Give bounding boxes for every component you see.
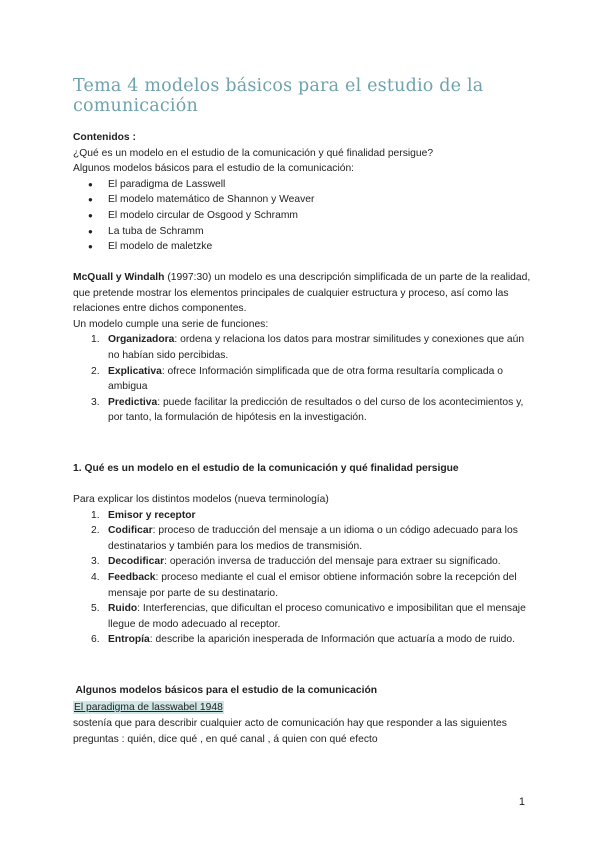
contents-intro: Algunos modelos básicos para el estudio de la comunicación: [73,163,355,175]
definition-authors: McQuall y Windalh [73,272,165,283]
list-item: 2. Explicativa: ofrece Información simplificada que de otra forma resultaría complicada o ambigua [91,365,503,393]
list-item: ● El modelo matemático de Shannon y Weaver [108,192,533,208]
functions-list [73,332,533,426]
definition-paragraph [73,270,533,317]
functions-intro: Un modelo cumple una serie de funciones: [73,318,269,330]
contents-list [73,177,533,255]
contents-heading: Contenidos : [73,132,136,143]
section-2 [73,683,533,747]
list-item: 6. Entropía: describe la aparición inesperada de Información que actuaría a modo de ruido. [91,634,515,646]
list-item: ● El modelo circular de Osgood y Schramm [108,208,533,224]
list-item: ● La tuba de Schramm [108,224,533,240]
list-item: ● El modelo de maletzke [108,239,533,255]
list-item: 1. Organizadora: ordena y relaciona los datos para mostrar similitudes y conexiones que aún no habían sido percibidas. [91,334,525,361]
contents-question: ¿Qué es un modelo en el estudio de la comunicación y qué finalidad persigue? [73,147,434,159]
terminology-list [73,508,533,648]
section-2-subheading: El paradigma de lasswabel 1948 [74,701,223,713]
section-1-body [73,492,533,648]
definition-section [73,270,533,426]
contents-section [73,130,533,255]
section-1-heading: 1. Qué es un modelo en el estudio de la comunicación y qué finalidad persigue [73,463,459,474]
list-item: 3. Predictiva: puede facilitar la predicción de resultados o del curso de los acontecimientos y, por tanto, la formulación de hipótesis en la investigación. [91,396,524,424]
list-item: ● El paradigma de Lasswell [108,177,533,193]
section-2-heading: Algunos modelos básicos para el estudio de la comunicación [73,685,378,696]
page-title: Tema 4 modelos básicos para el estudio de la comunicación [73,76,484,116]
section-2-text: sostenía que para describir cualquier acto de comunicación hay que responder a las siguientes preguntas : quién, dice qué , en qué canal , á quien con qué efecto [73,718,507,745]
list-item: 5. Ruido: Interferencias, que dificultan el proceso comunicativo e imposibilitan que el mensaje llegue de modo adecuado al receptor. [91,603,526,630]
section-1-intro: Para explicar los distintos modelos (nueva terminología) [73,494,329,505]
list-item: 2. Codificar: proceso de traducción del mensaje a un idioma o un código adecuado para los destinatarios y también para los medios de transmisión. [91,525,518,552]
list-item: 3. Decodificar: operación inversa de traducción del mensaje para extraer su significado. [91,556,501,568]
definition-text: (1997:30) un modelo es una descripción simplificada de un parte de la realidad, que pretende mostrar los elementos principales de cualquier estructura y proceso, así como las relaciones entre dichos componentes. [73,272,531,315]
section-1 [73,461,533,477]
list-item: 4. Feedback: proceso mediante el cual el emisor obtiene información sobre la recepción del mensaje por parte de su destinatario. [91,571,517,599]
page-number: 1 [518,796,525,808]
list-item: 1. Emisor y receptor [91,509,196,521]
